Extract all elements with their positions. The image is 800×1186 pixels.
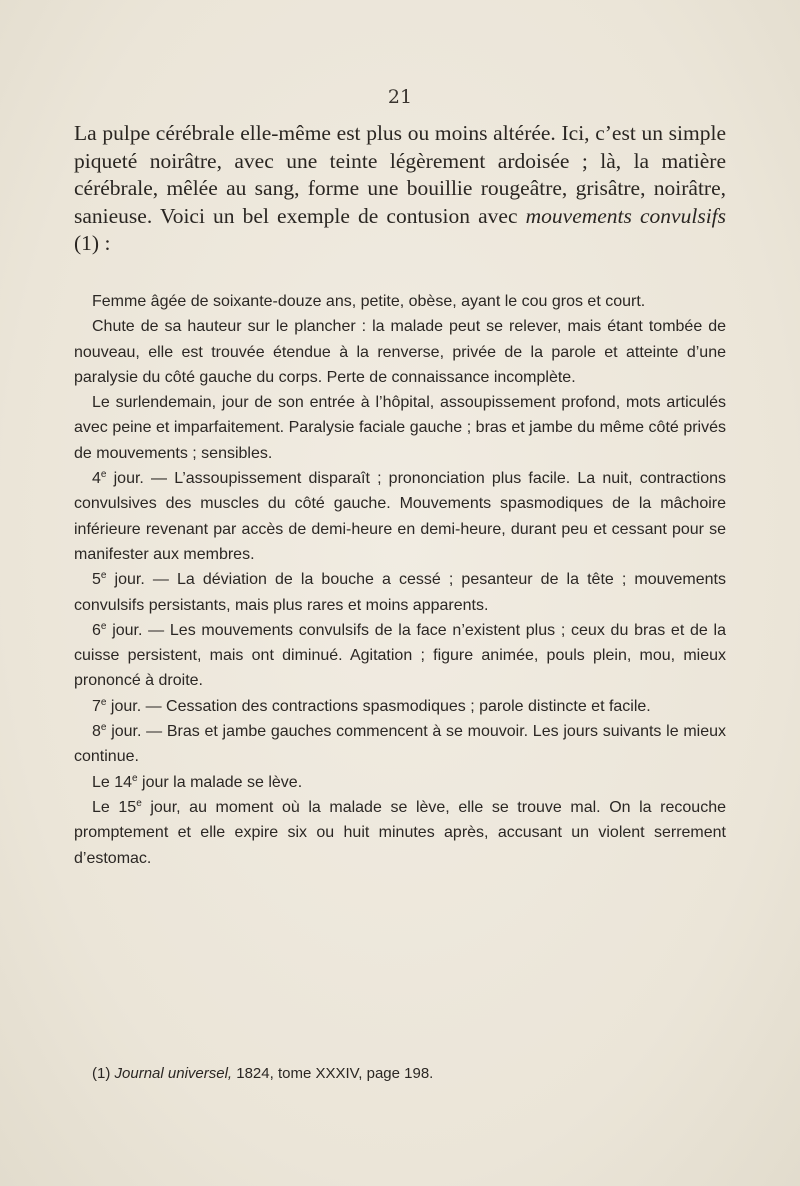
case-admission: Le surlendemain, jour de son entrée à l’hôpital, assoupissement profond, mots articulés avec peine et imparfaitement. Paralysie faciale gauche ; bras et jambe du même côté privés de mouvements ; sensibles. [74, 394, 726, 462]
day-14-text: jour la malade se lève. [137, 773, 303, 791]
day-15-number: 15 [118, 798, 137, 816]
intro-paragraph [74, 120, 726, 258]
day-6-number: 6 [92, 621, 101, 639]
footnote [92, 1064, 732, 1084]
footnote-citation: 1824, tome XXXIV, page 198. [236, 1065, 434, 1082]
day-7-text: jour. — Cessation des contractions spasmodiques ; parole distincte et facile. [106, 697, 651, 715]
case-report [74, 289, 726, 871]
day-4-text: jour. — L’assoupissement disparaît ; prononciation plus facile. La nuit, contractions convulsives des muscles du côté gauche. Mouvements spasmodiques de la mâchoire inférieure revenant par accès de demi-heure en demi-heure, durant peu et cessant pour se manifester aux membres. [74, 470, 726, 563]
case-day-5 [74, 567, 726, 618]
day-14-prefix: Le [92, 773, 115, 791]
day-5-number: 5 [92, 571, 101, 589]
day-5-sup: e [100, 570, 107, 582]
page-number: 21 [387, 86, 413, 108]
footnote-marker: (1) [92, 1065, 111, 1082]
day-6-text: jour. — Les mouvements convulsifs de la face n’existent plus ; ceux du bras et de la cuisse persistent, mais ont diminué. Agitation ; figure animée, pouls plein, mou, mieux prononcé à droite. [74, 621, 726, 690]
day-15-text: jour, au moment où la malade se lève, elle se trouve mal. On la recouche promptement et elle expire six ou huit minutes après, accusant un violent serrement d’estomac. [74, 798, 726, 867]
intro-text: La pulpe cérébrale elle-même est plus ou moins altérée. Ici, c’est un simple piqueté noirâtre, avec une teinte légèrement ardoisée ; là, la matière cérébrale, mêlée au sang, forme une bouillie rougeâtre, grisâtre, noirâtre, sanieuse. Voici un bel exemple de contusion avec [74, 121, 726, 228]
intro-text-block [74, 120, 726, 258]
case-patient-description: Femme âgée de soixante-douze ans, petite, obèse, ayant le cou gros et court. [92, 293, 646, 310]
footnote-reference: (1) : [74, 231, 111, 255]
case-day-7 [74, 694, 726, 719]
case-day-14 [74, 770, 726, 795]
day-15-sup: e [136, 797, 142, 809]
footnote-journal: Journal universel, [114, 1065, 233, 1082]
day-8-sup: e [100, 722, 107, 734]
day-15-prefix: Le [92, 798, 119, 816]
day-5-text: jour. — La déviation de la bouche a cessé ; pesanteur de la tête ; mouvements convulsifs persistants, mais plus rares et moins apparents. [74, 571, 726, 614]
day-7-number: 7 [92, 697, 101, 715]
case-day-15 [74, 795, 726, 871]
case-day-8 [74, 719, 726, 770]
day-7-sup: e [100, 696, 107, 708]
day-8-number: 8 [92, 723, 101, 741]
day-4-sup: e [100, 469, 107, 481]
case-day-4 [74, 466, 726, 567]
case-day-6 [74, 618, 726, 694]
day-14-number: 14 [114, 773, 133, 791]
day-14-sup: e [132, 772, 138, 784]
day-6-sup: e [100, 620, 107, 632]
case-fall: Chute de sa hauteur sur le plancher : la malade peut se relever, mais étant tombée de nouveau, elle est trouvée étendue à la renverse, privée de la parole et atteinte d’une paralysie du côté gauche du corps. Perte de connaissance incomplète. [74, 318, 726, 386]
intro-emphasis: mouvements convulsifs [525, 203, 727, 228]
day-8-text: jour. — Bras et jambe gauches commencent à se mouvoir. Les jours suivants le mieux continue. [74, 723, 726, 766]
day-4-number: 4 [92, 470, 101, 488]
